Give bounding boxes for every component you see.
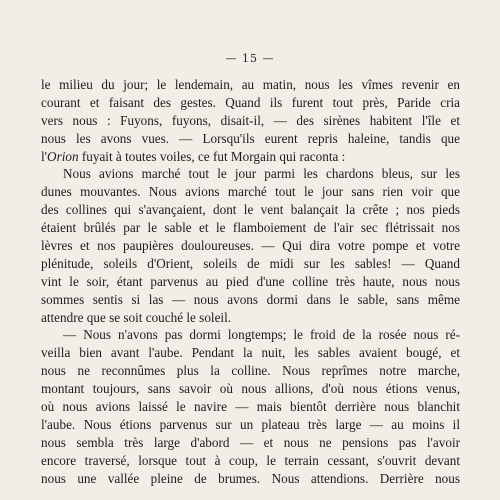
text-line: attendre que se soit couché le soleil.	[41, 309, 232, 325]
ship-name: Orion	[47, 148, 79, 164]
text-line: nous une vallée pleine de brumes. Nous attendions. Derrière nous	[41, 470, 460, 486]
text-line: nous ne reconnûmes plus la colline. Nous reprîmes notre marche,	[41, 363, 460, 379]
text-line: veilla bien avant l'aube. Pendant la nuit, les sables avaient bougé, et	[41, 345, 460, 361]
text-line	[41, 148, 460, 166]
text-line: lèvres et nos paupières douloureuses. — Qui dira votre pompe et votre	[41, 238, 460, 254]
page-number: — 15 —	[225, 52, 275, 65]
text-line: vers nous : Fuyons, fuyons, disait-il, — des sirènes habitent l'île et	[41, 112, 460, 128]
body-text	[41, 76, 460, 487]
text-line: nous les avons vues. — Lorsqu'ils eurent repris haleine, tandis que	[41, 130, 460, 146]
text-line: courant et faisant des gestes. Quand ils furent tout près, Paride cria	[41, 94, 460, 110]
text-line: Nous avions marché tout le jour parmi les chardons bleus, sur les	[63, 166, 460, 182]
text-line: sommes sentis si las — nous avons dormi dans le sable, sans même	[41, 291, 460, 307]
text-fragment: fuyait à toutes voiles, ce fut Morgain qui raconta :	[78, 148, 346, 164]
text-line: dunes mouvantes. Nous avions marché tout le jour sans rien voir que	[41, 184, 460, 200]
text-line: où nous avions laissé le navire — mais bientôt derrière nous blanchit	[41, 399, 460, 415]
text-line: vint le soir, étant parvenus au pied d'une colline très haute, nous nous	[41, 273, 460, 289]
text-line: l'aube. Nous étions parvenus sur un plateau très large — au moins il	[41, 416, 460, 432]
text-line: le milieu du jour; le lendemain, au matin, nous les vîmes revenir en	[41, 77, 460, 92]
text-line: des collines qui s'avançaient, dont le vent balançait la crête ; nos pieds	[41, 202, 460, 218]
text-line: étaient brûlés par le sable et le flamboiement de l'air sec flétrissait nos	[41, 220, 460, 236]
text-line: — Nous n'avons pas dormi longtemps; le froid de la rosée nous ré-	[63, 327, 460, 343]
text-fragment: l'	[41, 148, 48, 164]
text-line: plénitude, soleils d'Orient, soleils de midi sur les sables! — Quand	[41, 255, 460, 271]
text-line: encore traversé, lorsque tout à coup, le terrain cessant, s'ouvrit devant	[41, 452, 460, 468]
text-line: montant toujours, sans savoir où nous allions, d'où nous étions venus,	[41, 381, 460, 397]
text-line: nous sembla très large d'abord — et nous ne pensions pas l'avoir	[41, 434, 460, 450]
